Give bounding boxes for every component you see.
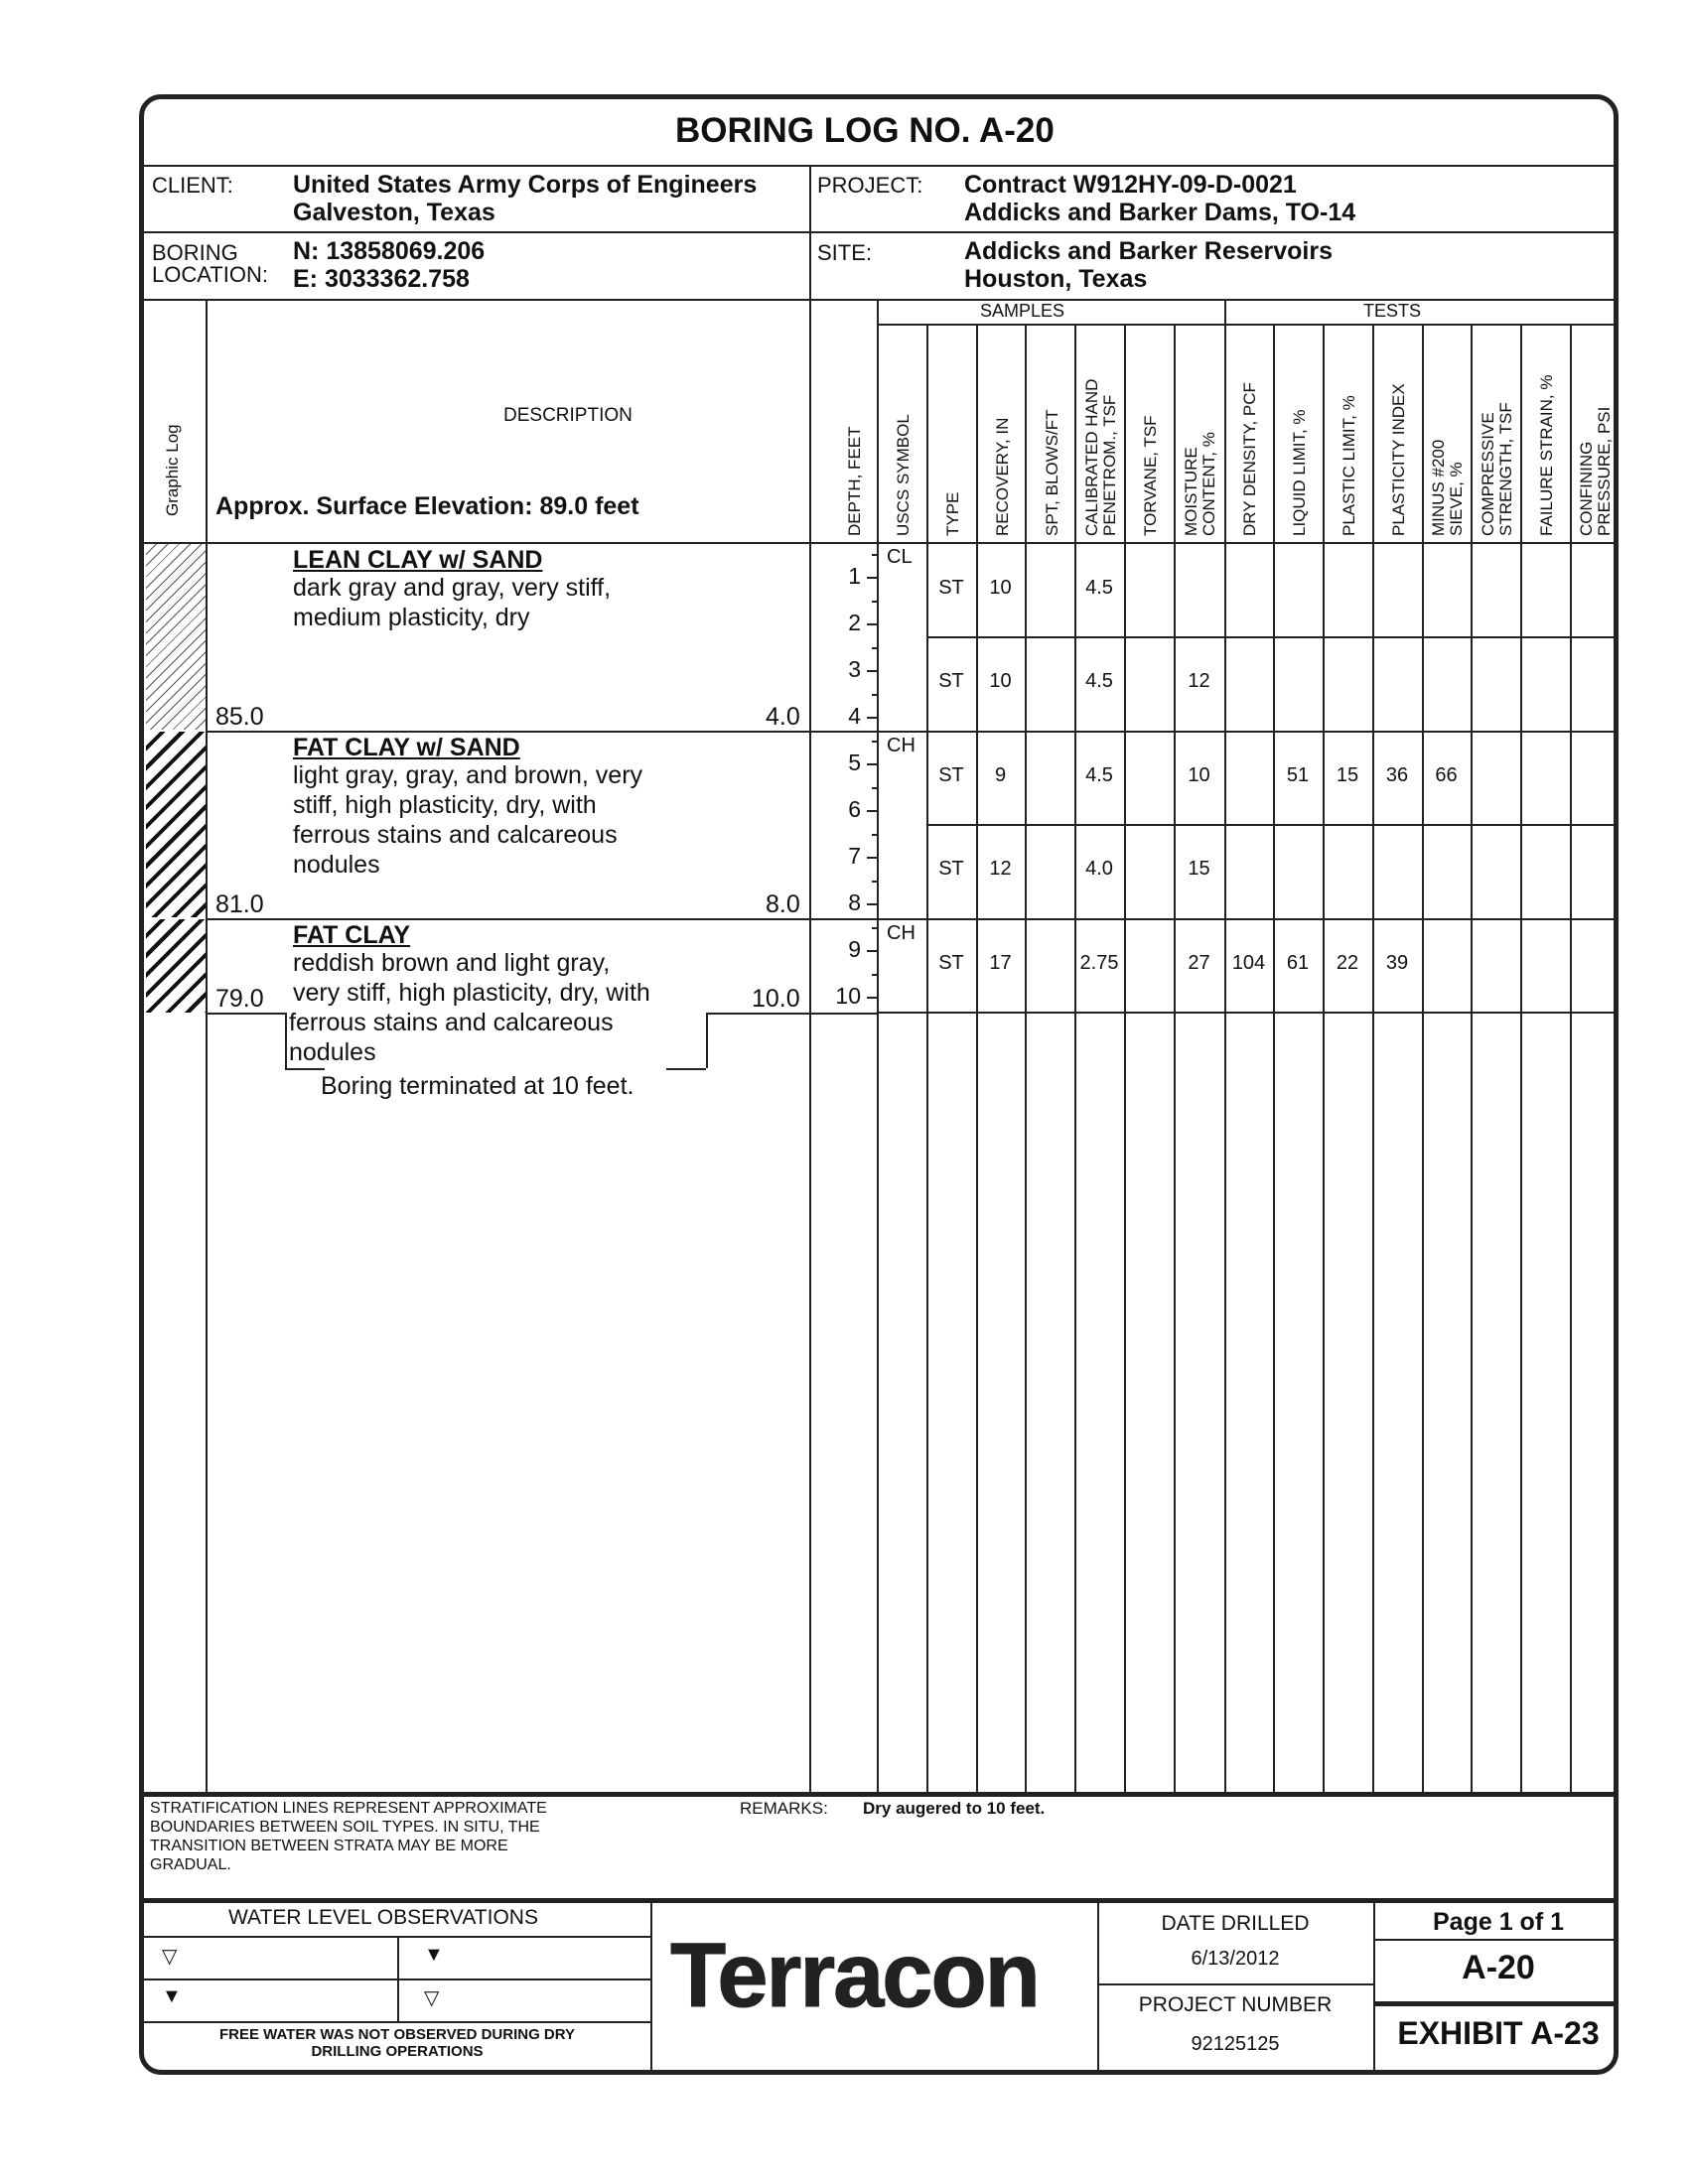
project-number-label: PROJECT NUMBER [1138,1993,1333,2016]
sample-hand-pen: 4.5 [1085,577,1113,599]
location-label: LOCATION: [152,262,268,287]
sample-hand-pen: 4.5 [1085,670,1113,692]
terracon-logo: Terracon [670,1925,1039,2026]
date-drilled: 6/13/2012 [1191,1948,1280,1970]
sample-moisture: 12 [1188,670,1210,692]
sample-recovery: 12 [989,858,1012,880]
depth-tick-8: 8 [848,889,861,915]
stratum-1-elevation: 85.0 [215,703,264,731]
sample-minus-200: 66 [1435,764,1458,786]
stratum-2-desc-2: stiff, high plasticity, dry, with [293,791,597,819]
stratum-3-desc-4: nodules [289,1038,376,1066]
sample-recovery: 17 [989,952,1012,974]
depth-tick-4: 4 [848,703,861,729]
stratum-3-name: FAT CLAY [293,921,411,949]
stratum-1-name: LEAN CLAY w/ SAND [293,546,543,574]
stratum-1-depth: 4.0 [766,703,800,731]
liquid-limit-header: LIQUID LIMIT, % [1290,409,1309,536]
hand-penetrometer-header: CALIBRATED HAND PENETROM., TSF [1082,378,1119,536]
sample-hand-pen: 4.5 [1085,764,1113,786]
depth-tick-9: 9 [848,936,861,962]
plastic-limit-header: PLASTIC LIMIT, % [1340,395,1358,536]
sample-type: ST [938,670,964,692]
tests-header: TESTS [1363,301,1422,321]
sample-liquid-limit: 51 [1286,764,1310,786]
fat-clay-graphic [146,919,206,1013]
date-drilled-label: DATE DRILLED [1161,1912,1310,1935]
client-city: Galveston, Texas [293,199,495,226]
site-city: Houston, Texas [964,265,1148,293]
depth-scale [829,542,877,1019]
easting: E: 3033362.758 [293,265,470,293]
sample-liquid-limit: 61 [1286,952,1310,974]
sample-recovery: 10 [989,577,1012,599]
depth-tick-7: 7 [848,843,861,869]
boring-id: A-20 [1462,1949,1535,1986]
stratum-3-depth: 10.0 [752,985,800,1013]
stratum-1-desc-2: medium plasticity, dry [293,604,530,631]
plasticity-index-header: PLASTICITY INDEX [1389,383,1408,536]
site-label: SITE: [817,240,873,265]
depth-tick-2: 2 [848,610,861,635]
sample-hand-pen: 4.0 [1085,858,1113,880]
lean-clay-graphic [146,544,206,730]
recovery-header: RECOVERY, IN [993,417,1012,536]
depth-tick-6: 6 [848,796,861,822]
project-name: Addicks and Barker Dams, TO-14 [964,199,1356,226]
boring-label: BORING [152,240,238,265]
site-name: Addicks and Barker Reservoirs [964,237,1334,265]
boring-terminated-note: Boring terminated at 10 feet. [321,1072,634,1100]
log-title: BORING LOG NO. A-20 [675,111,1055,150]
graphic-log-header: Graphic Log [163,424,182,516]
client-label: CLIENT: [152,173,233,198]
remarks-text: Dry augered to 10 feet. [863,1799,1046,1818]
sample-moisture: 27 [1188,952,1210,974]
spt-header: SPT, BLOWS/FT [1043,409,1061,536]
depth-header: DEPTH, FEET [845,426,864,536]
sample-plastic-limit: 15 [1336,764,1359,786]
sample-recovery: 9 [994,764,1007,786]
depth-tick-5: 5 [848,750,861,775]
sample-plastic-limit: 22 [1336,952,1359,974]
moisture-content-header: MOISTURE CONTENT, % [1182,432,1218,536]
stratum-3-desc-2: very stiff, high plasticity, dry, with [293,979,650,1007]
depth-tick-10: 10 [835,983,861,1009]
free-water-note: FREE WATER WAS NOT OBSERVED DURING DRY DRILLING OPERATIONS [218,2026,576,2060]
sample-moisture: 10 [1188,764,1210,786]
stratum-2-depth: 8.0 [766,890,800,918]
dry-density-header: DRY DENSITY, PCF [1240,382,1259,536]
stratum-3-elevation: 79.0 [215,985,264,1013]
sample-plasticity-index: 39 [1385,952,1409,974]
torvane-header: TORVANE, TSF [1141,415,1160,536]
sample-type: ST [938,577,964,599]
sample-moisture: 15 [1188,858,1210,880]
confining-pressure-header: CONFINING PRESSURE, PSI [1577,406,1614,536]
sample-hand-pen: 2.75 [1079,952,1119,974]
compressive-strength-header: COMPRESSIVE STRENGTH, TSF [1479,402,1515,536]
sample-plasticity-index: 36 [1385,764,1409,786]
stratum-1-desc-1: dark gray and gray, very stiff, [293,574,612,602]
remarks-label: REMARKS: [740,1799,828,1818]
stratum-2-name: FAT CLAY w/ SAND [293,734,520,761]
sample-type: ST [938,858,964,880]
stratum-2-elevation: 81.0 [215,890,264,918]
exhibit-number: EXHIBIT A-23 [1397,2015,1600,2051]
water-level-while-drilling-icon: ▼ [424,1944,444,1966]
sample-dry-density: 104 [1231,952,1266,974]
minus-200-header: MINUS #200 SIEVE, % [1429,439,1466,536]
project-number: 92125125 [1191,2033,1280,2055]
water-level-initial-icon: ▽ [162,1946,178,1968]
stratum-2-desc-3: ferrous stains and calcareous [293,821,618,849]
depth-tick-3: 3 [848,656,861,682]
client-name: United States Army Corps of Engineers [293,171,758,199]
sample-type: ST [938,952,964,974]
uscs-symbol-2: CH [887,735,916,756]
uscs-symbol-3: CH [887,922,916,944]
stratification-note: STRATIFICATION LINES REPRESENT APPROXIMATE BOUNDARIES BETWEEN SOIL TYPES. IN SITU, THE TRANSITION BETWEEN STRATA MAY BE MORE GRADUAL. [150,1800,547,1873]
stratum-3-desc-1: reddish brown and light gray, [293,949,611,977]
samples-header: SAMPLES [980,301,1065,321]
description-header: DESCRIPTION [503,405,633,426]
northing: N: 13858069.206 [293,237,486,265]
stratum-3-desc-3: ferrous stains and calcareous [289,1009,614,1036]
stratum-2-desc-4: nodules [293,851,380,879]
uscs-header: USCS SYMBOL [894,414,913,536]
uscs-symbol-1: CL [887,546,913,568]
stratum-2-desc-1: light gray, gray, and brown, very [293,761,643,789]
boring-log-frame [139,94,1619,2075]
page-number: Page 1 of 1 [1433,1908,1564,1936]
project-contract: Contract W912HY-09-D-0021 [964,171,1297,199]
type-header: TYPE [943,491,962,536]
water-level-after-drilling-icon: ▼ [162,1985,182,2007]
water-level-header: WATER LEVEL OBSERVATIONS [228,1906,538,1929]
surface-elevation: Approx. Surface Elevation: 89.0 feet [215,492,639,520]
depth-tick-1: 1 [848,563,861,589]
fat-clay-sand-graphic [146,732,206,917]
project-label: PROJECT: [817,173,923,198]
sample-recovery: 10 [989,670,1012,692]
failure-strain-header: FAILURE STRAIN, % [1537,374,1556,536]
sample-type: ST [938,764,964,786]
water-level-delayed-icon: ▽ [424,1987,440,2009]
